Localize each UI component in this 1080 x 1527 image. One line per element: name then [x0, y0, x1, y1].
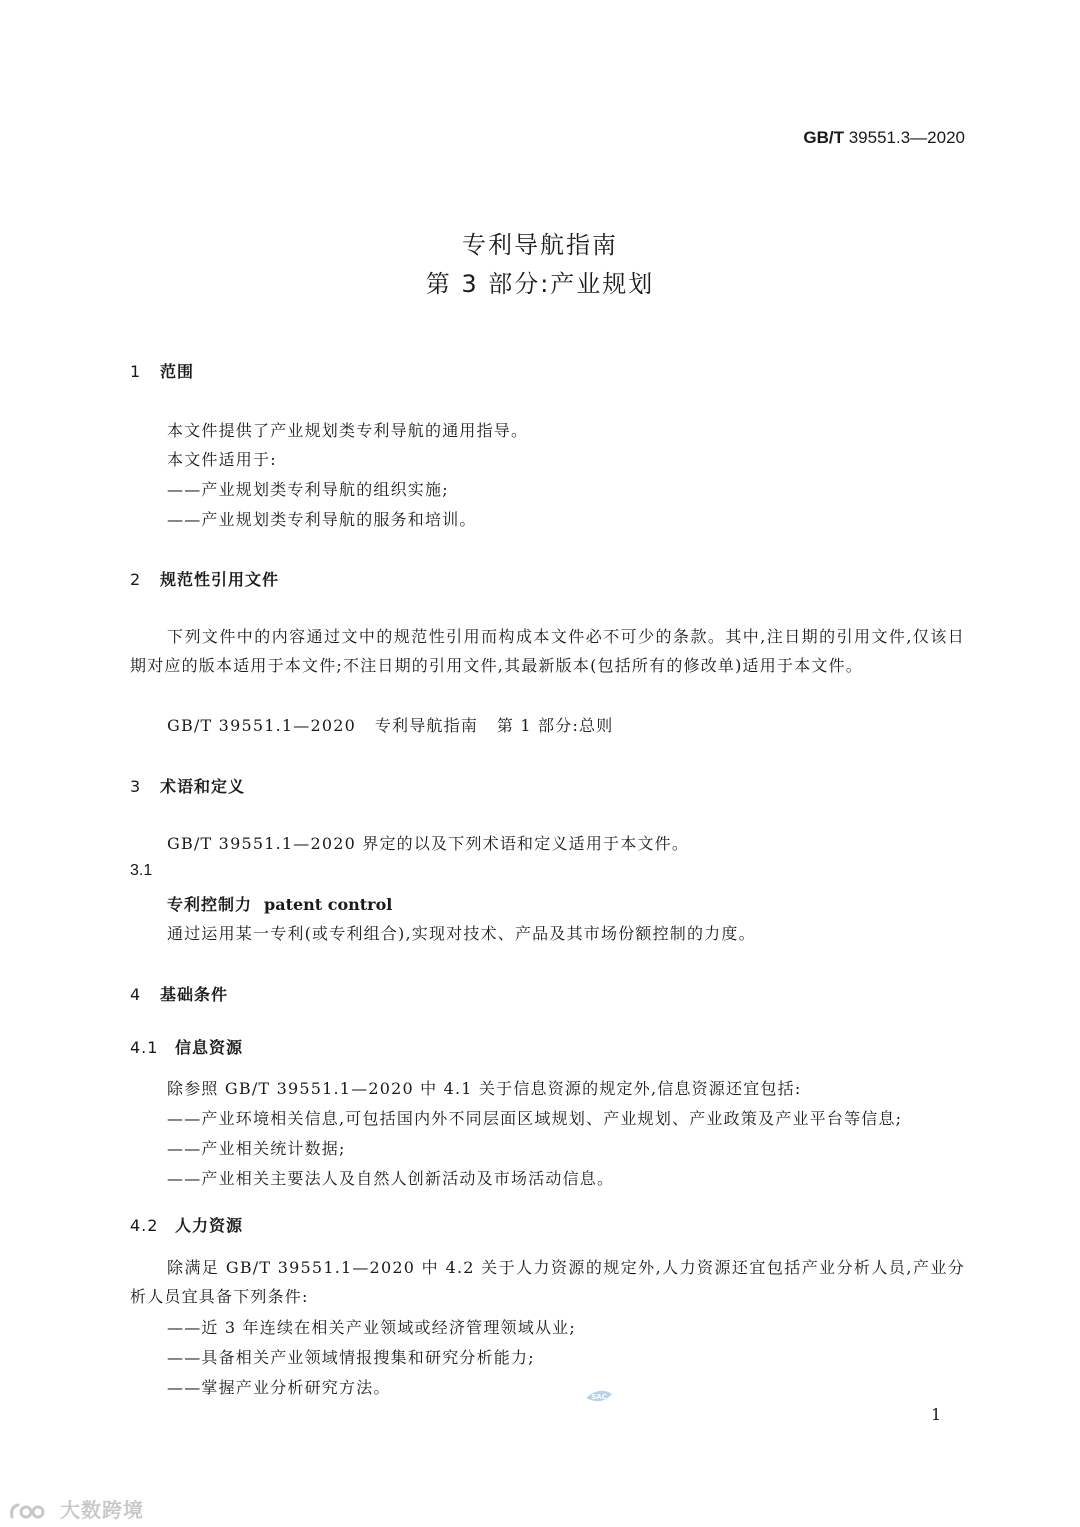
standard-code: 39551.3—2020: [848, 128, 965, 147]
section-title: 基础条件: [160, 985, 229, 1004]
section-title: 规范性引用文件: [160, 570, 280, 589]
s42-list-item-1: ——近 3 年连续在相关产业领域或经济管理领域从业;: [167, 1318, 576, 1337]
section-number: 2: [130, 570, 142, 589]
watermark: [8, 1494, 144, 1523]
s41-list-item-1: ——产业环境相关信息,可包括国内外不同层面区域规划、产业规划、产业政策及产业平台等信息;: [167, 1109, 903, 1128]
watermark-text: 大数跨境: [59, 1498, 144, 1522]
standard-prefix: GB/T: [803, 128, 844, 147]
section-title: 范围: [160, 362, 195, 381]
section-number: 4: [130, 985, 142, 1004]
term-number: 3.1: [130, 862, 153, 879]
s1-list-item-2: ——产业规划类专利导航的服务和培训。: [167, 510, 477, 529]
s41-list-item-3: ——产业相关主要法人及自然人创新活动及市场活动信息。: [167, 1169, 615, 1188]
s2-paragraph: 下列文件中的内容通过文中的规范性引用而构成本文件必不可少的条款。其中,注日期的引用文件,仅该日期对应的版本适用于本文件;不注日期的引用文件,其最新版本(包括所有的修改单)适用于本文件。: [130, 627, 965, 675]
s1-list-item-1: ——产业规划类专利导航的组织实施;: [167, 480, 449, 499]
s41-list-item-2: ——产业相关统计数据;: [167, 1139, 346, 1158]
section-4-heading: [130, 982, 228, 1005]
s41-paragraph: 除参照 GB/T 39551.1—2020 中 4.1 关于信息资源的规定外,信息资源还宜包括:: [167, 1079, 802, 1098]
s42-paragraph: 除满足 GB/T 39551.1—2020 中 4.2 关于人力资源的规定外,人力资源还宜包括产业分析人员,产业分析人员宜具备下列条件:: [130, 1258, 965, 1306]
sac-seal-icon: [584, 1386, 614, 1406]
s3-paragraph: GB/T 39551.1—2020 界定的以及下列术语和定义适用于本文件。: [167, 834, 690, 853]
section-3-heading: [130, 774, 245, 797]
s42-list-item-3: ——掌握产业分析研究方法。: [167, 1378, 391, 1397]
section-title: 信息资源: [175, 1038, 244, 1057]
term-entry: [167, 892, 392, 915]
s1-paragraph-2: 本文件适用于:: [167, 450, 277, 469]
s42-list-item-2: ——具备相关产业领域情报搜集和研究分析能力;: [167, 1348, 535, 1367]
document-subtitle: 第 3 部分:产业规划: [425, 270, 655, 298]
term-definition: 通过运用某一专利(或专利组合),实现对技术、产品及其市场份额控制的力度。: [167, 924, 756, 943]
standard-number: [803, 128, 965, 148]
term-chinese: 专利控制力: [167, 895, 253, 914]
s1-paragraph-1: 本文件提供了产业规划类专利导航的通用指导。: [167, 421, 529, 440]
section-4-1-heading: [130, 1035, 243, 1058]
svg-text:SAC: SAC: [591, 1393, 607, 1401]
watermark-logo-icon: [8, 1501, 52, 1523]
section-4-2-heading: [130, 1213, 243, 1236]
section-title: 人力资源: [175, 1216, 244, 1235]
section-title: 术语和定义: [160, 777, 246, 796]
s2-normative-reference: GB/T 39551.1—2020 专利导航指南 第 1 部分:总则: [167, 716, 614, 735]
section-2-heading: [130, 567, 279, 590]
document-title: 专利导航指南: [462, 231, 618, 259]
term-english: patent control: [264, 895, 393, 914]
section-number: 1: [130, 362, 142, 381]
page-number: 1: [931, 1405, 942, 1424]
section-number: 3: [130, 777, 142, 796]
section-number: 4.2: [130, 1216, 159, 1235]
section-number: 4.1: [130, 1038, 159, 1057]
section-1-heading: [130, 359, 194, 382]
